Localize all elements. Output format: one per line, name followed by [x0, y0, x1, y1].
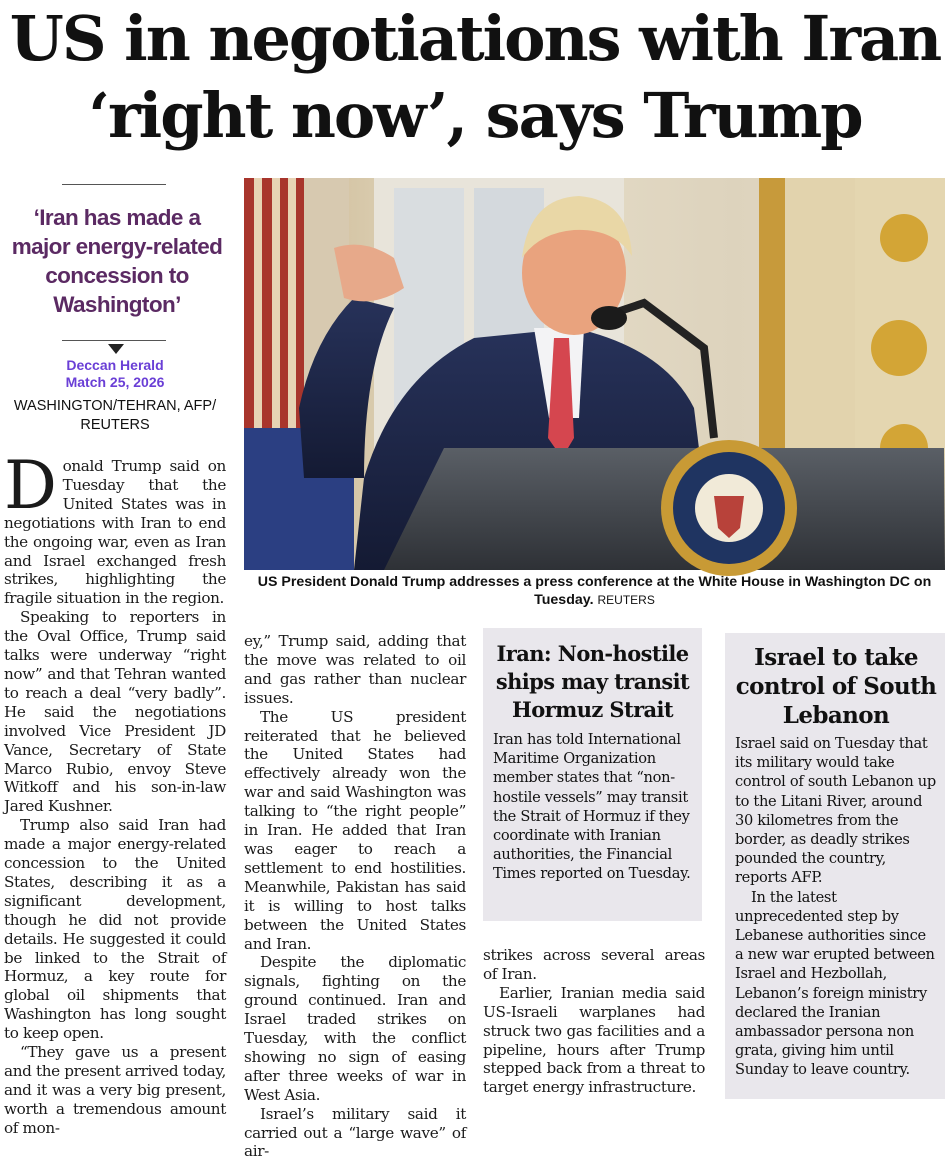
article-column-2	[244, 632, 466, 1161]
box-israel-paragraph: In the latest unprecedented step by Lebanese authorities since a new war erupted between Israel and Hezbollah, Lebanon’s foreign ministry declared the Iranian ambassador persona non grata, giving him until Sunday to leave country.	[735, 888, 935, 1079]
headline-line-2: ‘right now’, says Trump	[88, 79, 862, 152]
source-credit	[10, 357, 220, 391]
drop-cap: D	[4, 447, 57, 524]
article-paragraph: “They gave us a present and the present arrived today, and it was a very big present, worth a tremendous amount of mon-	[4, 1043, 227, 1137]
box-iran-headline: Iran: Non-hostile ships may transit Hormuz Strait	[495, 641, 690, 722]
pull-quote-top-rule	[62, 184, 166, 185]
article-paragraph: Donald Trump said on Tuesday that the United States was in negotiations with Iran to end the ongoing war, even as Iran and Israel exchanged fresh strikes, highlighting the fragile situation in the region.	[4, 447, 226, 608]
article-paragraph: Trump also said Iran had made a major energy-related concession to the United States, describing it as a significant development, though he did not provide details. He suggested it could be linked to the Strait of Hormuz, a key route for global oil shipments that Washington has long sought to keep open.	[4, 816, 226, 1043]
headline	[0, 0, 950, 154]
article-paragraph: ey,” Trump said, adding that the move was related to oil and gas rather than nuclear issues.	[244, 632, 466, 707]
dateline: WASHINGTON/TEHRAN, AFP/ REUTERS	[13, 398, 217, 433]
box-israel-headline: Israel to take control of South Lebanon	[735, 644, 937, 729]
article-paragraph: strikes across several areas of Iran.	[483, 946, 705, 983]
article-paragraph: The US president reiterated that he believed the United States had effectively already won the war and said Washington was talking to “the right people” in Iran. He added that Iran was eager to reach a settlement to end hostilities. Meanwhile, Pakistan has said it is willing to host talks between the United States and Iran.	[244, 707, 466, 953]
sidebar-box-israel	[725, 633, 945, 1099]
news-photo	[244, 178, 945, 570]
pull-quote: ‘Iran has made a major energy-related concession to Washington’	[11, 205, 223, 317]
source-publication: Deccan Herald	[66, 357, 164, 373]
headline-line-1: US in negotiations with Iran	[9, 2, 941, 75]
article-paragraph: Despite the diplomatic signals, fighting on the ground continued. Iran and Israel traded strikes on Tuesday, with the conflict showing no sign of easing after three weeks of war in West Asia.	[244, 953, 466, 1104]
article-paragraph: Earlier, Iranian media said US-Israeli warplanes had struck two gas facilities and a pipeline, hours after Trump stepped back from a threat to target energy infrastructure.	[483, 983, 705, 1097]
article-paragraph: Israel’s military said it carried out a “large wave” of air-	[244, 1104, 466, 1161]
pull-quote-pointer-icon	[108, 344, 124, 354]
pull-quote-bottom-rule	[62, 340, 166, 341]
photo-caption	[244, 573, 945, 609]
article-paragraph: Speaking to reporters in the Oval Office, Trump said talks were underway “right now” and that Tehran wanted to reach a deal “very badly”. He said the negotiations involved Vice President JD Vance, Secretary of State Marco Rubio, envoy Steve Witkoff and his son-in-law Jared Kushner.	[4, 608, 226, 816]
photo-caption-text: US President Donald Trump addresses a press conference at the White House in Washington DC on Tuesday.	[257, 574, 932, 608]
article-column-1	[4, 447, 227, 1137]
source-date: Match 25, 2026	[65, 374, 165, 390]
sidebar-box-iran	[483, 628, 702, 921]
box-israel-paragraph: Israel said on Tuesday that its military would take control of south Lebanon up to the Litani River, around 30 kilometres from the border, as deadly strikes pounded the country, reports AFP.	[735, 735, 936, 887]
article-column-3	[483, 946, 705, 1105]
box-iran-body: Iran has told International Maritime Organization member states that “non-hostile vessels” may transit the Strait of Hormuz if they coordinate with Iranian authorities, the Financial Times reported on Tuesday.	[493, 731, 691, 883]
photo-credit: REUTERS	[597, 593, 655, 607]
trump-press-conference-photo	[244, 178, 945, 570]
